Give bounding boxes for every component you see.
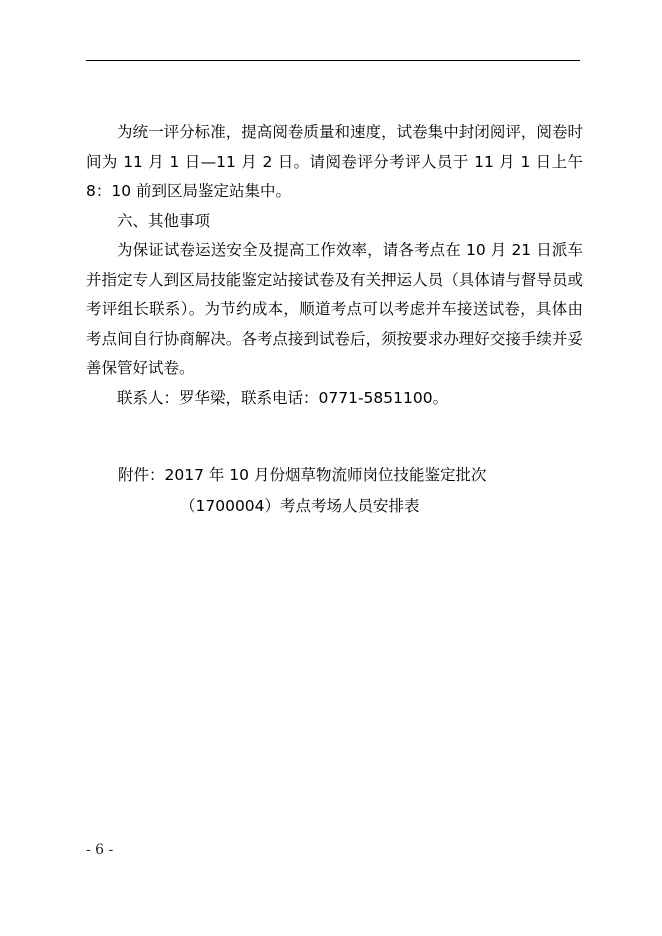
- attachment-note: [118, 460, 578, 522]
- section-heading-other-matters: 六、其他事项: [117, 211, 211, 230]
- paragraph-contact: 联系人：罗华梁，联系电话：0771-5851100。: [117, 388, 449, 407]
- page-number: - 6 -: [86, 842, 114, 858]
- document-body: [86, 118, 583, 413]
- paragraph-marking: 为统一评分标准，提高阅卷质量和速度，试卷集中封闭阅评，阅卷时间为 11 月 1 日—11 月 2 日。请阅卷评分考评人员于 11 月 1 日上午 8：10 前到区局鉴定站集中。: [86, 123, 583, 200]
- attachment-line-2: （1700004）考点考场人员安排表: [180, 497, 420, 515]
- header-rule: [86, 60, 580, 61]
- attachment-line-1: 附件：2017 年 10 月份烟草物流师岗位技能鉴定批次: [118, 466, 487, 484]
- paragraph-transport: 为保证试卷运送安全及提高工作效率，请各考点在 10 月 21 日派车并指定专人到区局技能鉴定站接试卷及有关押运人员（具体请与督导员或考评组长联系）。为节约成本，顺道考点可以考虑并车接送试卷，具体由考点间自行协商解决。各考点接到试卷后，须按要求办理好交接手续并妥善保管好试卷。: [86, 241, 583, 377]
